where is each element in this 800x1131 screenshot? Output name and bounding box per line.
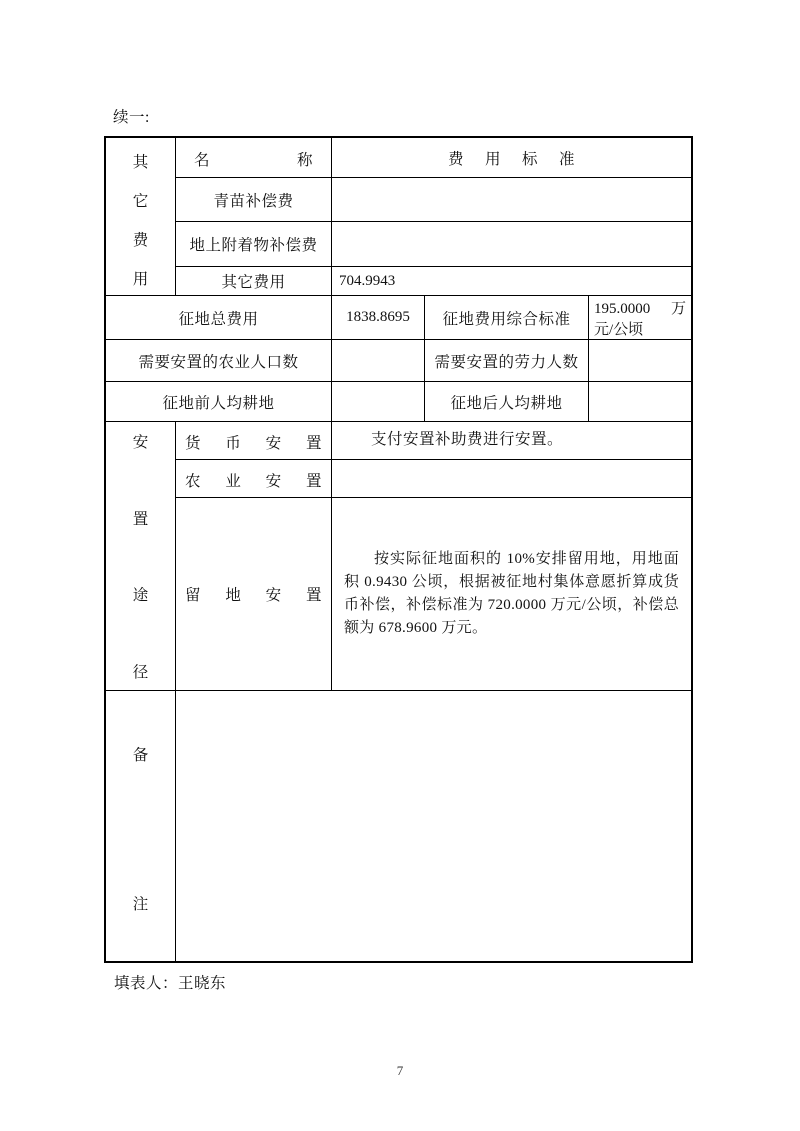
other-fees-side-label: [106, 138, 175, 295]
land-resettlement-label: 留地安置: [176, 498, 331, 690]
side-label-char: 它: [132, 193, 149, 210]
side-label-char: 置: [132, 510, 149, 528]
land-resettlement-paragraph: 按实际征地面积的 10%安排留用地，用地面积 0.9430 公顷，根据被征地村集体意愿折算成货币补偿，补偿标准为 720.0000 万元/公顷，补偿总额为 678.9600 万元。: [344, 551, 679, 636]
side-label-char: 径: [132, 663, 149, 681]
comprehensive-standard-label: 征地费用综合标准: [425, 296, 588, 339]
green-seedling-fee-label: 青苗补偿费: [176, 178, 331, 221]
other-fee-label: 其它费用: [176, 267, 331, 295]
side-label-char: 注: [132, 896, 149, 913]
land-resettlement-value: [332, 498, 691, 690]
per-capita-before-value: [332, 382, 424, 421]
fee-standard-column-header: 费用标准: [332, 138, 691, 177]
continuation-label: 续一:: [113, 109, 150, 126]
resettlement-side-label: [106, 422, 175, 690]
ground-attachment-fee-label: 地上附着物补偿费: [176, 222, 331, 266]
side-label-char: 备: [132, 747, 149, 764]
page-number: 7: [396, 1063, 404, 1078]
total-fee-label: 征地总费用: [106, 296, 331, 339]
green-seedling-fee-value: [332, 178, 691, 221]
remarks-side-label: [106, 691, 175, 961]
agri-population-value: [332, 340, 424, 381]
monetary-resettlement-value: 支付安置补助费进行安置。: [332, 422, 691, 459]
side-label-char: 用: [132, 271, 149, 288]
agricultural-resettlement-value: [332, 460, 691, 497]
monetary-resettlement-label: 货币安置: [176, 422, 331, 459]
name-column-header: 名称: [176, 138, 331, 177]
form-filler-line: 填表人：王晓东: [114, 975, 227, 992]
land-acquisition-fee-table: [104, 136, 693, 963]
per-capita-after-value: [589, 382, 691, 421]
side-label-char: 途: [132, 587, 149, 605]
remarks-value: [176, 691, 691, 961]
other-fee-value: 704.9943: [332, 267, 691, 295]
per-capita-before-label: 征地前人均耕地: [106, 382, 331, 421]
labor-count-value: [589, 340, 691, 381]
per-capita-after-label: 征地后人均耕地: [425, 382, 588, 421]
labor-count-label: 需要安置的劳力人数: [425, 340, 588, 381]
agri-population-label: 需要安置的农业人口数: [106, 340, 331, 381]
side-label-char: 安: [132, 434, 149, 451]
side-label-char: 其: [132, 154, 149, 171]
total-fee-value: 1838.8695: [332, 296, 424, 339]
side-label-char: 费: [132, 232, 149, 249]
agricultural-resettlement-label: 农业安置: [176, 460, 331, 497]
comprehensive-standard-value: 195.0000 万元/公顷: [589, 296, 691, 339]
ground-attachment-fee-value: [332, 222, 691, 266]
